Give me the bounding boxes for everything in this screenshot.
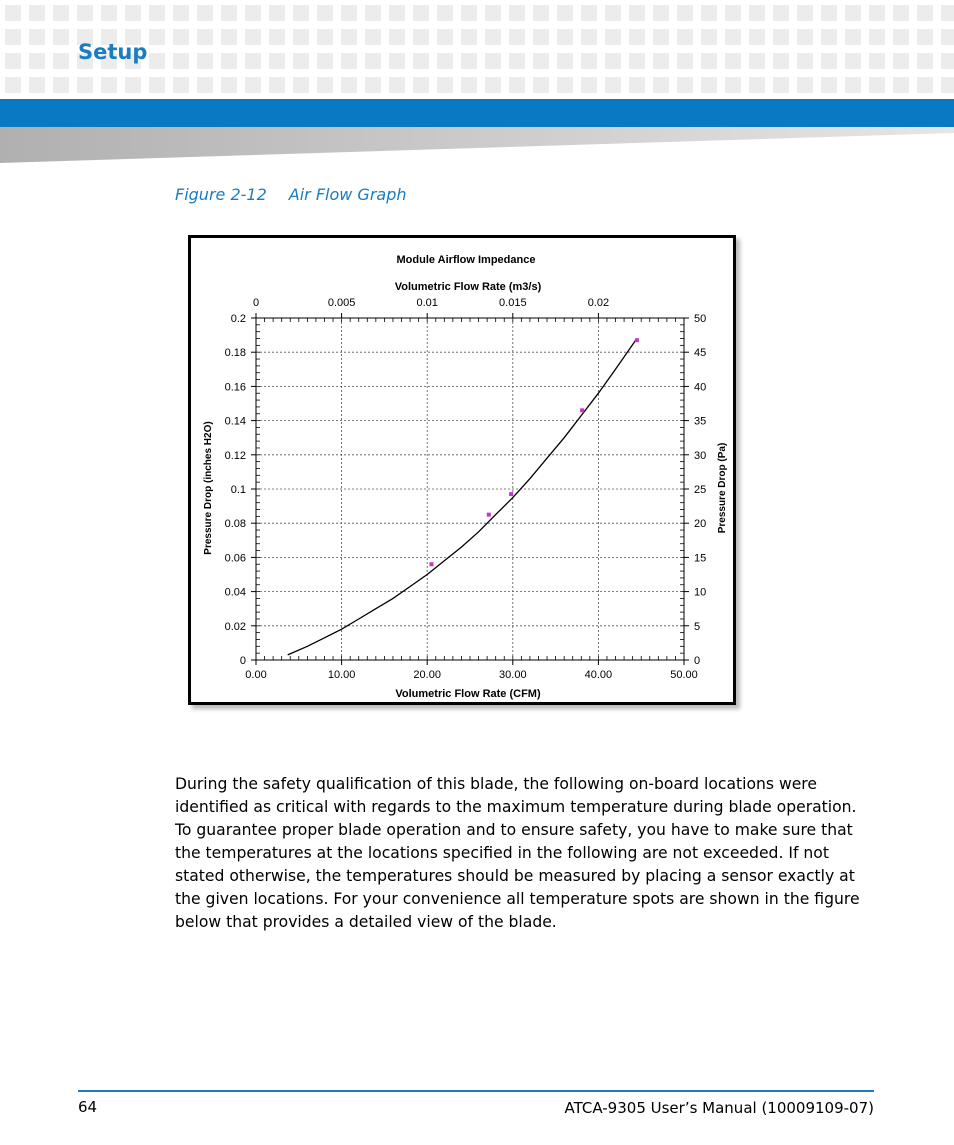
pattern-square	[701, 53, 717, 69]
pattern-square	[869, 77, 885, 93]
pattern-square	[341, 77, 357, 93]
pattern-square	[389, 5, 405, 21]
pattern-square	[773, 5, 789, 21]
footer-rule	[78, 1090, 874, 1092]
top-x-tick-label: 0.01	[416, 297, 438, 309]
pattern-square	[365, 5, 381, 21]
pattern-square	[197, 5, 213, 21]
pattern-square	[749, 29, 765, 45]
pattern-square	[149, 53, 165, 69]
pattern-square	[917, 77, 933, 93]
pattern-square	[653, 5, 669, 21]
pattern-square	[725, 29, 741, 45]
top-x-tick-label: 0.015	[499, 297, 527, 309]
pattern-square	[173, 77, 189, 93]
pattern-square	[845, 77, 861, 93]
pattern-square	[5, 29, 21, 45]
y-right-tick-label: 45	[694, 347, 707, 360]
pattern-square	[413, 29, 429, 45]
pattern-square	[845, 5, 861, 21]
header-blue-band	[0, 99, 954, 127]
pattern-square	[269, 29, 285, 45]
pattern-square	[629, 5, 645, 21]
pattern-square	[485, 29, 501, 45]
pattern-square	[605, 77, 621, 93]
document-title: ATCA-9305 User’s Manual (10009109-07)	[564, 1099, 874, 1117]
y-tick-label: 0.2	[230, 313, 246, 325]
y-tick-label: 0.12	[224, 449, 246, 462]
pattern-square	[797, 5, 813, 21]
pattern-square	[749, 53, 765, 69]
pattern-square	[221, 29, 237, 45]
pattern-square	[869, 29, 885, 45]
pattern-square	[29, 77, 45, 93]
pattern-square	[437, 77, 453, 93]
pattern-square	[557, 5, 573, 21]
pattern-square	[869, 53, 885, 69]
pattern-square	[581, 53, 597, 69]
pattern-square	[749, 77, 765, 93]
pattern-square	[341, 29, 357, 45]
pattern-square	[293, 5, 309, 21]
x-tick-label: 20.00	[413, 669, 441, 681]
pattern-square	[821, 29, 837, 45]
pattern-square	[917, 5, 933, 21]
pattern-square	[245, 53, 261, 69]
pattern-square	[53, 77, 69, 93]
pattern-square	[893, 77, 909, 93]
top-x-tick-label: 0.02	[587, 297, 610, 309]
y-tick-label: 0.1	[230, 484, 246, 496]
y-tick-label: 0.04	[224, 586, 246, 599]
x-tick-label: 10.00	[327, 669, 356, 681]
pattern-square	[653, 53, 669, 69]
pattern-square	[941, 77, 954, 93]
pattern-square	[533, 5, 549, 21]
pattern-square	[677, 77, 693, 93]
pattern-square	[149, 77, 165, 93]
pattern-square	[341, 5, 357, 21]
pattern-square	[893, 5, 909, 21]
data-point	[509, 492, 513, 496]
pattern-square	[173, 5, 189, 21]
y-tick-label: 0.18	[224, 347, 246, 360]
pattern-square	[437, 29, 453, 45]
pattern-square	[581, 5, 597, 21]
chart-top-xlabel: Volumetric Flow Rate (m3/s)	[394, 281, 542, 293]
pattern-square	[605, 5, 621, 21]
pattern-square	[125, 5, 141, 21]
pattern-square	[437, 5, 453, 21]
pattern-square	[701, 77, 717, 93]
pattern-square	[293, 77, 309, 93]
x-tick-label: 40.00	[584, 669, 613, 681]
pattern-square	[461, 77, 477, 93]
data-point	[429, 562, 433, 566]
figure-number: Figure 2-12	[175, 185, 267, 204]
pattern-square	[941, 53, 954, 69]
pattern-square	[941, 29, 954, 45]
pattern-square	[845, 29, 861, 45]
pattern-square	[917, 29, 933, 45]
data-point	[487, 513, 491, 517]
pattern-square	[653, 29, 669, 45]
pattern-square	[245, 77, 261, 93]
pattern-square	[221, 77, 237, 93]
pattern-square	[725, 5, 741, 21]
pattern-square	[389, 29, 405, 45]
chart-ylabel-left: Pressure Drop (inches H2O)	[203, 421, 214, 555]
pattern-square	[629, 77, 645, 93]
pattern-square	[629, 53, 645, 69]
pattern-square	[725, 53, 741, 69]
pattern-square	[509, 5, 525, 21]
top-x-tick-label: 0	[252, 297, 260, 309]
pattern-square	[29, 53, 45, 69]
pattern-square	[245, 5, 261, 21]
pattern-square	[677, 29, 693, 45]
y-right-tick-label: 50	[694, 313, 707, 325]
y-right-tick-label: 0	[694, 655, 701, 667]
pattern-square	[269, 77, 285, 93]
pattern-square	[677, 53, 693, 69]
pattern-square	[941, 5, 954, 21]
pattern-square	[773, 29, 789, 45]
y-right-tick-label: 20	[694, 518, 707, 531]
pattern-square	[77, 77, 93, 93]
pattern-square	[845, 53, 861, 69]
pattern-square	[629, 29, 645, 45]
pattern-square	[533, 29, 549, 45]
pattern-square	[773, 77, 789, 93]
pattern-square	[389, 53, 405, 69]
x-tick-label: 30.00	[499, 669, 527, 681]
top-x-tick-label: 0.005	[327, 297, 356, 309]
body-text	[175, 773, 875, 934]
pattern-square	[365, 53, 381, 69]
pattern-square	[245, 29, 261, 45]
pattern-square	[581, 29, 597, 45]
pattern-square	[317, 53, 333, 69]
chart-title: Module Airflow Impedance	[396, 254, 536, 266]
pattern-square	[149, 29, 165, 45]
pattern-square	[269, 53, 285, 69]
pattern-square	[461, 29, 477, 45]
pattern-square	[797, 29, 813, 45]
pattern-square	[461, 5, 477, 21]
y-right-tick-label: 40	[694, 381, 707, 394]
chart-ylabel-right: Pressure Drop (Pa)	[717, 442, 728, 534]
body-paragraph: During the safety qualification of this blade, the following on-board locations were identified as critical with regards to the maximum temperature during blade operation. To guarantee proper blade operation and to ensure safety, you have to make sure that the temperatures at the locations specified in the following are not exceeded. If not stated otherwise, the temperatures should be measured by placing a sensor exactly at the given locations. For your convenience all temperature spots are shown in the figure below that provides a detailed view of the blade.	[175, 775, 860, 931]
y-tick-label: 0	[239, 655, 246, 667]
pattern-square	[581, 77, 597, 93]
pattern-square	[101, 5, 117, 21]
pattern-square	[173, 53, 189, 69]
y-right-tick-label: 35	[694, 415, 707, 428]
y-right-tick-label: 10	[694, 586, 707, 599]
pattern-square	[701, 29, 717, 45]
pattern-square	[317, 77, 333, 93]
y-tick-label: 0.16	[224, 381, 246, 394]
pattern-square	[725, 77, 741, 93]
pattern-square	[893, 53, 909, 69]
pattern-square	[173, 29, 189, 45]
pattern-square	[917, 53, 933, 69]
pattern-square	[893, 29, 909, 45]
pattern-square	[509, 53, 525, 69]
pattern-square	[101, 77, 117, 93]
pattern-square	[485, 5, 501, 21]
pattern-square	[557, 77, 573, 93]
pattern-square	[605, 29, 621, 45]
airflow-chart	[191, 238, 733, 702]
pattern-square	[53, 5, 69, 21]
pattern-square	[29, 5, 45, 21]
chart-frame	[188, 235, 736, 705]
pattern-square	[125, 77, 141, 93]
pattern-square	[509, 77, 525, 93]
pattern-square	[605, 53, 621, 69]
pattern-square	[557, 29, 573, 45]
y-tick-label: 0.08	[224, 518, 246, 531]
pattern-square	[485, 53, 501, 69]
pattern-square	[317, 29, 333, 45]
pattern-square	[221, 5, 237, 21]
pattern-square	[197, 53, 213, 69]
chart-xlabel: Volumetric Flow Rate (CFM)	[395, 688, 541, 700]
pattern-square	[293, 53, 309, 69]
pattern-square	[53, 29, 69, 45]
y-tick-label: 0.06	[224, 552, 246, 565]
section-title: Setup	[78, 40, 148, 64]
pattern-square	[413, 53, 429, 69]
pattern-square	[5, 53, 21, 69]
pattern-square	[341, 53, 357, 69]
pattern-square	[317, 5, 333, 21]
pattern-square	[221, 53, 237, 69]
pattern-square	[437, 53, 453, 69]
figure-caption	[175, 185, 407, 204]
data-point	[635, 338, 639, 342]
y-tick-label: 0.14	[224, 415, 246, 428]
y-right-tick-label: 30	[694, 449, 707, 462]
pattern-square	[5, 5, 21, 21]
pattern-square	[821, 53, 837, 69]
pattern-square	[677, 5, 693, 21]
pattern-square	[797, 77, 813, 93]
pattern-square	[149, 5, 165, 21]
pattern-square	[509, 29, 525, 45]
pattern-square	[773, 53, 789, 69]
pattern-square	[365, 29, 381, 45]
pattern-square	[197, 77, 213, 93]
pattern-square	[293, 29, 309, 45]
y-right-tick-label: 25	[694, 484, 707, 496]
pattern-square	[821, 77, 837, 93]
pattern-square	[461, 53, 477, 69]
figure-title: Air Flow Graph	[288, 185, 407, 204]
pattern-square	[533, 77, 549, 93]
impedance-curve	[288, 339, 637, 655]
pattern-square	[53, 53, 69, 69]
pattern-square	[869, 5, 885, 21]
pattern-square	[413, 77, 429, 93]
y-right-tick-label: 5	[694, 620, 701, 633]
header-grey-swoosh	[0, 127, 954, 163]
pattern-square	[269, 5, 285, 21]
pattern-square	[413, 5, 429, 21]
pattern-square	[533, 53, 549, 69]
pattern-square	[389, 77, 405, 93]
page-number: 64	[78, 1098, 98, 1116]
pattern-square	[485, 77, 501, 93]
pattern-square	[821, 5, 837, 21]
pattern-square	[701, 5, 717, 21]
data-point	[580, 408, 584, 412]
pattern-square	[557, 53, 573, 69]
pattern-square	[5, 77, 21, 93]
pattern-square	[797, 53, 813, 69]
y-right-tick-label: 15	[694, 552, 707, 565]
pattern-square	[197, 29, 213, 45]
pattern-square	[653, 77, 669, 93]
pattern-square	[29, 29, 45, 45]
pattern-square	[365, 77, 381, 93]
x-tick-label: 0.00	[245, 669, 267, 681]
pattern-square	[77, 5, 93, 21]
y-tick-label: 0.02	[224, 620, 246, 633]
pattern-square	[749, 5, 765, 21]
x-tick-label: 50.00	[670, 669, 698, 681]
